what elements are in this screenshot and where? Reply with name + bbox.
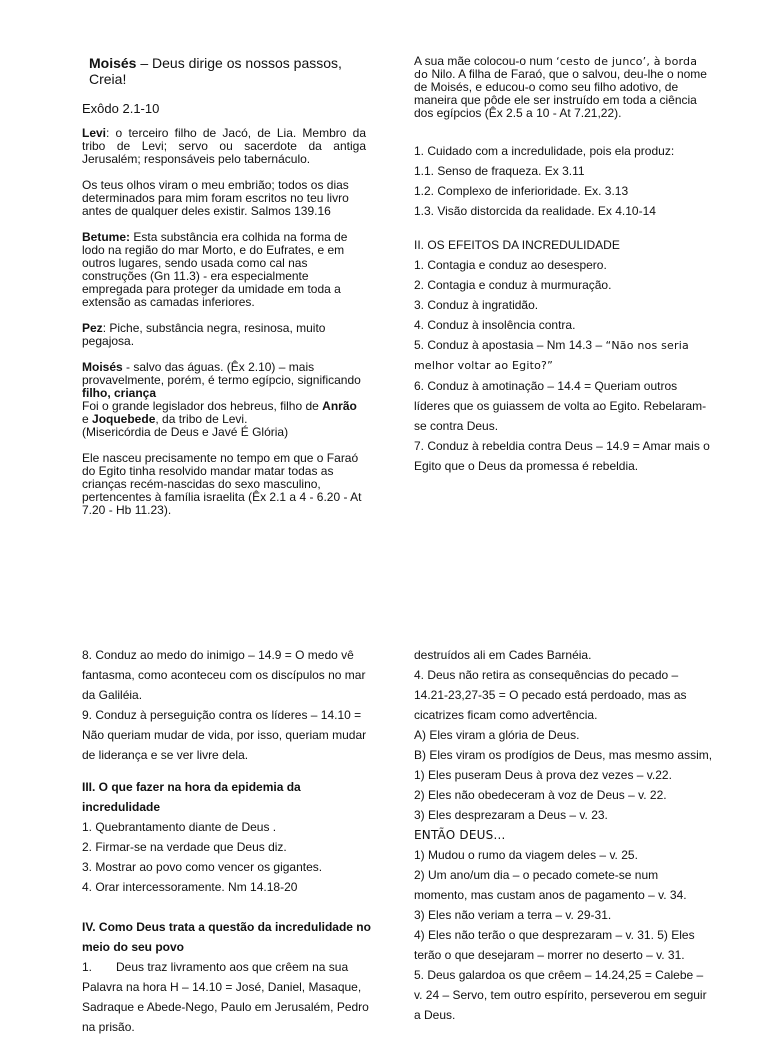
section4-text: IV. Como Deus trata a questão da incredulidade no meio do seu povo	[82, 920, 371, 954]
continuation-line: destruídos ali em Cades Barnéia.	[414, 648, 592, 662]
levi-text: : o terceiro filho de Jacó, de Lia. Membro da tribo de Levi; servo ou sacerdote da antiga Jerusalém; responsáveis pelo tabernáculo.	[82, 126, 366, 166]
list2-item: 2. Contagia e conduz à murmuração.	[414, 278, 612, 292]
moises-name-meaning: (Misericórdia de Deus e Javé É Glória)	[82, 425, 289, 439]
lineage-text: Foi o grande legislador dos hebreus, filho de	[82, 399, 323, 413]
moises-meaning: filho, criança	[82, 386, 157, 400]
item5-quote-cont: melhor voltar ao Egito?”	[414, 359, 553, 372]
list2-item-6: 6. Conduz à amotinação – 14.4 = Queriam outros líderes que os guiassem de volta ao Egito. Rebelaram-se contra Deus.	[414, 379, 707, 433]
intro-start: A sua mãe colocou-o num	[414, 54, 557, 68]
item4-1-number: 1.	[82, 960, 93, 974]
moises-lineage	[82, 400, 366, 426]
top-right-column	[414, 55, 714, 476]
list4-item-1	[82, 957, 382, 1037]
pez-text: : Piche, substância negra, resinosa, muito pegajosa.	[82, 321, 326, 348]
scripture-reference: Exôdo 2.1-10	[82, 101, 160, 116]
list3-item: 2. Firmar-se na verdade que Deus diz.	[82, 840, 287, 854]
moises-definition	[82, 361, 366, 400]
list2-item-5	[414, 335, 714, 356]
list1-item: 1.2. Complexo de inferioridade. Ex. 3.13	[414, 184, 629, 198]
betume-definition	[82, 231, 366, 309]
list-line: 5. Deus galardoa os que crêem – 14.24,25 = Calebe – v. 24 – Servo, tem outro espírito, perseverou em seguir a Deus.	[414, 968, 707, 1022]
item4-1-text: Deus traz livramento aos que crêem na sua Palavra na hora H – 14.10 = José, Daniel, Masaque, Sadraque e Abede-Nego, Paulo em Jerusalém, Pedro na prisão.	[82, 960, 369, 1034]
list4-item-4: 4. Deus não retira as consequências do pecado – 14.21-23,27-35 = O pecado está perdoado, mas as cicatrizes ficam como advertência.	[414, 668, 687, 722]
birth-paragraph: Ele nasceu precisamente no tempo em que o Faraó do Egito tinha resolvido mandar matar todas as crianças recém-nascidas do sexo masculino, pertencentes à família israelita (Êx 2.1 a 4 - 6.20 - At 7.20 - Hb 11.23).	[82, 451, 362, 517]
list1-item: 1. Cuidado com a incredulidade, pois ela produz:	[414, 144, 675, 158]
list2-item: 4. Conduz à insolência contra.	[414, 318, 576, 332]
list2-item: 1. Contagia e conduz ao desespero.	[414, 258, 607, 272]
section4-heading	[82, 917, 382, 957]
list-line: B) Eles viram os prodígios de Deus, mas mesmo assim,	[414, 748, 713, 762]
item5-text: 5. Conduz à apostasia – Nm 14.3 –	[414, 338, 606, 352]
intro-paragraph	[414, 55, 714, 120]
list3-item: 4. Orar intercessoramente. Nm 14.18-20	[82, 880, 298, 894]
intro-rest: Nilo. A filha de Faraó, que o salvou, deu-lhe o nome de Moisés, e educou-o como seu filho adotivo, de maneira que pôde ele ser instruído em toda a ciência dos egípcios (Êx 2.5 a 10 - At 7.21,22).	[414, 67, 707, 120]
list2-item-8: 8. Conduz ao medo do inimigo – 14.9 = O medo vê fantasma, como aconteceu com os discípulos no mar da Galiléia.	[82, 648, 366, 702]
lineage-and: e	[82, 412, 93, 426]
list-line: 3) Eles não veriam a terra – v. 29-31.	[414, 908, 612, 922]
list2-item-7: 7. Conduz à rebeldia contra Deus – 14.9 = Amar mais o Egito que o Deus da promessa é rebeldia.	[414, 439, 710, 473]
joquebede-name: Joquebede	[92, 412, 156, 426]
top-left-column	[82, 55, 366, 517]
item5-quote: “Não nos seria	[605, 339, 689, 352]
bottom-right-column	[414, 645, 714, 1025]
list-line: 4) Eles não terão o que desprezaram – v. 31. 5) Eles terão o que desejaram – morrer no deserto – v. 31.	[414, 928, 695, 962]
levi-term: Levi	[82, 126, 107, 140]
list2-item-9: 9. Conduz à perseguição contra os líderes – 14.10 = Não queriam mudar de vida, por isso, queriam mudar de liderança e se ver livre dela.	[82, 708, 367, 762]
psalm-paragraph: Os teus olhos viram o meu embrião; todos os dias determinados para mim foram escritos no teu livro antes de qualquer deles existir. Salmos 139.16	[82, 178, 349, 218]
list2-item: 3. Conduz à ingratidão.	[414, 298, 539, 312]
bottom-left-column	[82, 645, 382, 1037]
list3-item: 1. Quebrantamento diante de Deus .	[82, 820, 277, 834]
list-line: 3) Eles desprezaram a Deus – v. 23.	[414, 808, 608, 822]
list-line: 2) Eles não obedeceram à voz de Deus – v. 22.	[414, 788, 667, 802]
list-line: 1) Mudou o rumo da viagem deles – v. 25.	[414, 848, 638, 862]
section3-text: III. O que fazer na hora da epidemia da incredulidade	[82, 780, 301, 814]
betume-term: Betume:	[82, 230, 131, 244]
list-line: A) Eles viram a glória de Deus.	[414, 728, 580, 742]
anrao-name: Anrão	[322, 399, 357, 413]
title-rest: – Deus dirige os nossos passos, Creia!	[89, 55, 342, 87]
document-title	[82, 55, 366, 87]
pez-term: Pez	[82, 321, 103, 335]
moises-term: Moisés	[82, 360, 123, 374]
entao-deus-heading: ENTÃO DEUS…	[414, 828, 506, 842]
list3-item: 3. Mostrar ao povo como vencer os gigantes.	[82, 860, 323, 874]
betume-text: Esta substância era colhida na forma de lodo na região do mar Morto, e do Eufrates, e em outros lugares, sendo usada como cal nas construções (Gn 11.3) - era especialmente empregada para proteger da umidade em toda a extensão as camadas inferiores.	[82, 230, 348, 309]
intro-mono: ‘cesto de junco’, à borda do	[414, 55, 698, 81]
section2-heading: II. OS EFEITOS DA INCREDULIDADE	[414, 238, 620, 252]
title-bold: Moisés	[89, 55, 137, 71]
pez-definition	[82, 322, 366, 348]
list-line: 1) Eles puseram Deus à prova dez vezes – v.22.	[414, 768, 672, 782]
moises-text: - salvo das águas. (Êx 2.10) – mais provavelmente, porém, é termo egípcio, significando	[82, 360, 361, 387]
list-line: 2) Um ano/um dia – o pecado comete-se num momento, mas custam anos de pagamento – v. 34.	[414, 868, 687, 902]
list1-item: 1.3. Visão distorcida da realidade. Ex 4.10-14	[414, 204, 656, 218]
section3-heading	[82, 777, 382, 817]
list1-item: 1.1. Senso de fraqueza. Ex 3.11	[414, 164, 585, 178]
levi-definition	[82, 127, 366, 166]
lineage-tribe: , da tribo de Levi.	[155, 412, 248, 426]
